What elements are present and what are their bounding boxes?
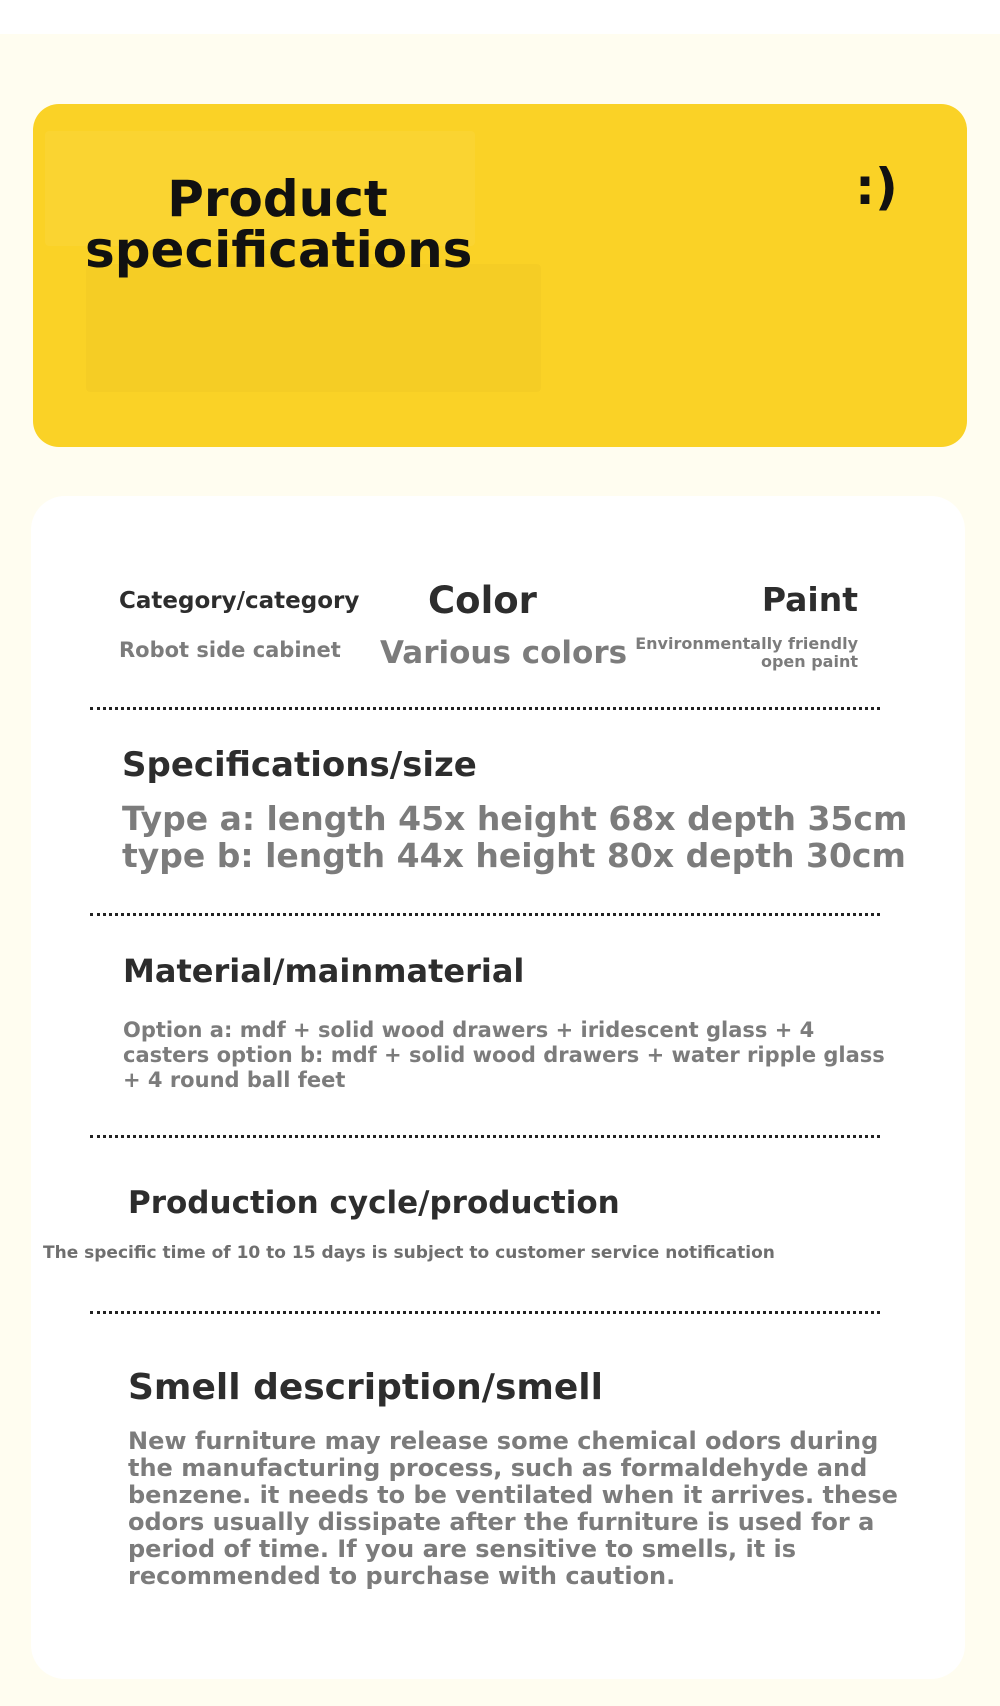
specs-type-a: Type a: length 45x height 68x depth 35cm [122, 799, 908, 838]
smell-line: period of time. If you are sensitive to smells, it is [128, 1535, 797, 1563]
divider [90, 1135, 880, 1138]
divider [90, 913, 880, 916]
smiley-emoticon: :) [855, 158, 898, 216]
smell-line: New furniture may release some chemical odors during [128, 1427, 879, 1455]
material-line: + 4 round ball feet [123, 1068, 346, 1092]
divider [90, 707, 880, 710]
paint-value-line2: open paint [760, 652, 858, 671]
category-label: Category/category [119, 588, 360, 614]
paint-label: Paint [761, 580, 858, 619]
color-value: Various colors [380, 635, 628, 671]
smell-heading: Smell description/smell [128, 1367, 603, 1408]
top-whitespace [0, 0, 1000, 34]
category-value: Robot side cabinet [119, 638, 341, 662]
production-text: The specific time of 10 to 15 days is subject to customer service notification [43, 1243, 775, 1263]
page-title: Product specifications [85, 170, 473, 279]
smell-line: recommended to purchase with caution. [128, 1562, 676, 1590]
material-line: casters option b: mdf + solid wood drawers + water ripple glass [123, 1043, 885, 1067]
material-heading: Material/mainmaterial [123, 952, 525, 990]
production-heading: Production cycle/production [128, 1185, 620, 1221]
divider [90, 1311, 880, 1314]
specs-type-b: type b: length 44x height 80x depth 30cm [122, 836, 906, 875]
smell-line: the manufacturing process, such as formaldehyde and [128, 1454, 868, 1482]
specs-heading: Specifications/size [122, 745, 477, 785]
smell-line: benzene. it needs to be ventilated when it arrives. these [128, 1481, 898, 1509]
paint-value-line1: Environmentally friendly [635, 634, 858, 653]
material-line: Option a: mdf + solid wood drawers + iridescent glass + 4 [123, 1018, 815, 1042]
color-label: Color [428, 579, 537, 622]
smell-line: odors usually dissipate after the furniture is used for a [128, 1508, 875, 1536]
banner-title-backdrop [86, 264, 541, 392]
